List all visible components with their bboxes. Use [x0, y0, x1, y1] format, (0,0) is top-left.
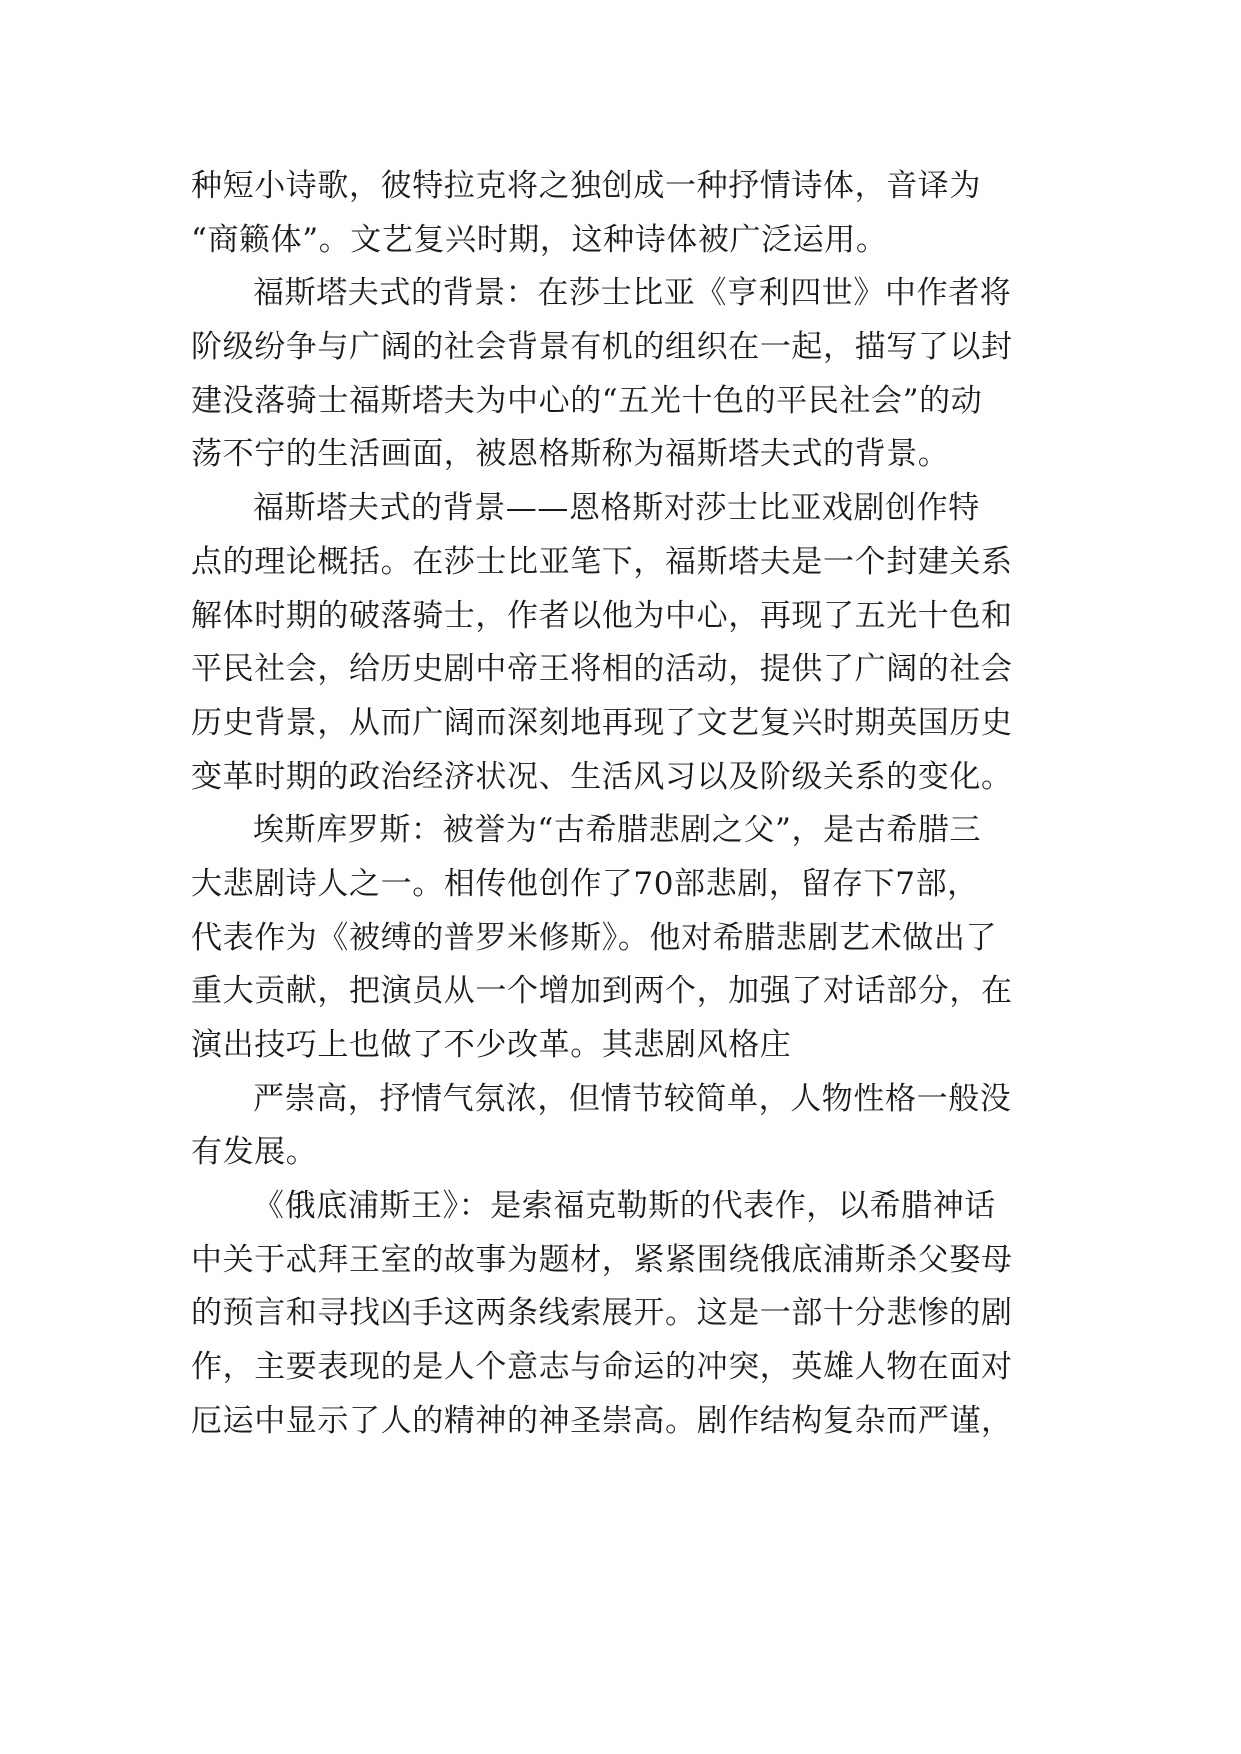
text-line: 重大贡献，把演员从一个增加到两个，加强了对话部分，在: [191, 973, 1013, 1010]
text-line: 中关于忒拜王室的故事为题材，紧紧围绕俄底浦斯杀父娶母: [191, 1241, 1013, 1278]
text-line: 建没落骑士福斯塔夫为中心的“五光十色的平民社会”的动: [191, 382, 983, 419]
paragraph-first-line: 严崇高，抒情气氛浓，但情节较简单，人物性格一般没: [253, 1080, 1012, 1117]
text-line: 历史背景，从而广阔而深刻地再现了文艺复兴时期英国历史: [191, 704, 1013, 741]
text-line: “商籁体”。文艺复兴时期，这种诗体被广泛运用。: [191, 221, 888, 258]
paragraph-first-line: 《俄底浦斯王》：是索福克勒斯的代表作，以希腊神话: [253, 1188, 996, 1225]
body-text: [191, 160, 1051, 1449]
text-line: 种短小诗歌，彼特拉克将之独创成一种抒情诗体，音译为: [191, 168, 981, 204]
text-line: 作，主要表现的是人个意志与命运的冲突，英雄人物在面对: [191, 1349, 1013, 1386]
text-line: 的预言和寻找凶手这两条线索展开。这是一部十分悲惨的剧: [191, 1295, 1013, 1332]
text-line: 点的理论概括。在莎士比亚笔下，福斯塔夫是一个封建关系: [191, 543, 1013, 580]
text-line: 厄运中显示了人的精神的神圣崇高。剧作结构复杂而严谨，: [191, 1402, 1013, 1439]
paragraph-first-line: 福斯塔夫式的背景：在莎士比亚《亨利四世》中作者将: [253, 275, 1012, 312]
text-line: 大悲剧诗人之一。相传他创作了70部悲剧，留存下7部，: [191, 865, 979, 902]
text-line: 荡不宁的生活画面，被恩格斯称为福斯塔夫式的背景。: [191, 436, 950, 473]
text-line: 变革时期的政治经济状况、生活风习以及阶级关系的变化。: [191, 758, 1013, 795]
text-line: 阶级纷争与广阔的社会背景有机的组织在一起，描写了以封: [191, 329, 1013, 366]
paragraph-first-line: 福斯塔夫式的背景——恩格斯对莎士比亚戏剧创作特: [253, 490, 980, 527]
text-line: 有发展。: [191, 1134, 318, 1171]
text-line: 平民社会，给历史剧中帝王将相的活动，提供了广阔的社会: [191, 651, 1013, 688]
text-line: 演出技巧上也做了不少改革。其悲剧风格庄: [191, 1027, 792, 1063]
text-line: 代表作为《被缚的普罗米修斯》。他对希腊悲剧艺术做出了: [191, 919, 998, 956]
paragraph-first-line: 埃斯库罗斯：被誉为“古希腊悲剧之父”，是古希腊三: [253, 812, 982, 849]
text-line: 解体时期的破落骑士，作者以他为中心，再现了五光十色和: [191, 597, 1013, 634]
